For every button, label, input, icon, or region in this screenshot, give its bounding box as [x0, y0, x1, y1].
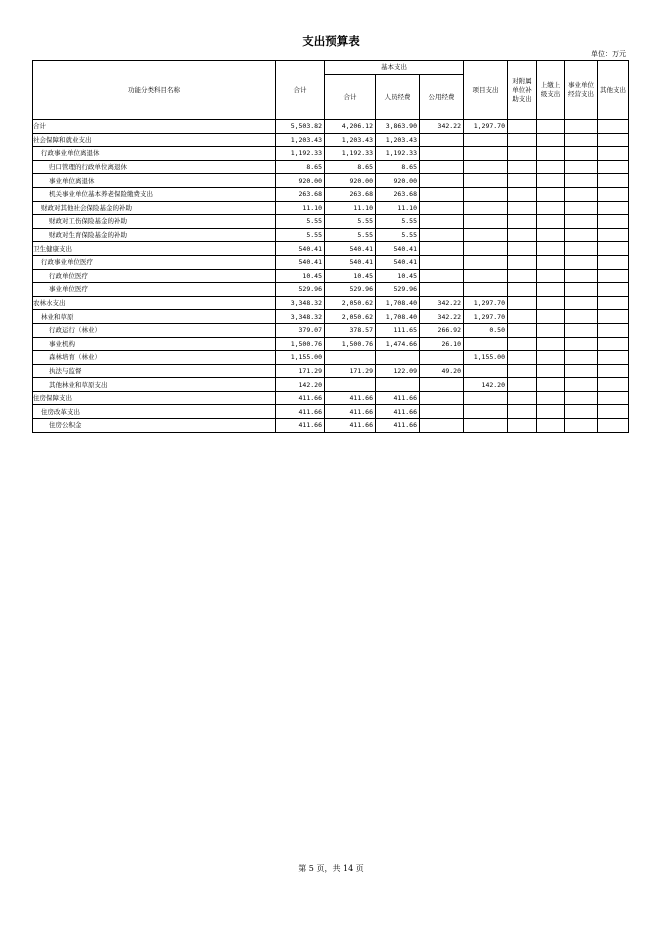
cell-empty	[537, 283, 565, 297]
cell-project	[464, 187, 508, 201]
cell-basic: 8.65	[325, 160, 376, 174]
cell-total: 10.45	[276, 269, 325, 283]
cell-empty	[537, 351, 565, 365]
cell-personnel: 1,708.40	[376, 296, 420, 310]
cell-total: 1,155.00	[276, 351, 325, 365]
cell-public: 49.20	[420, 364, 464, 378]
cell-empty	[598, 310, 629, 324]
cell-personnel: 263.68	[376, 187, 420, 201]
cell-empty	[508, 337, 537, 351]
row-name: 财政对工伤保险基金的补助	[33, 215, 276, 229]
row-name: 归口管理的行政单位离退休	[33, 160, 276, 174]
cell-empty	[565, 215, 598, 229]
cell-empty	[598, 296, 629, 310]
table-row	[33, 255, 629, 269]
cell-public	[420, 147, 464, 161]
cell-total: 1,192.33	[276, 147, 325, 161]
cell-empty	[598, 201, 629, 215]
cell-public: 266.92	[420, 323, 464, 337]
row-name: 事业单位离退休	[33, 174, 276, 188]
cell-empty	[537, 405, 565, 419]
cell-total: 411.66	[276, 405, 325, 419]
cell-project	[464, 160, 508, 174]
cell-project: 1,155.00	[464, 351, 508, 365]
cell-personnel: 1,708.40	[376, 310, 420, 324]
cell-public: 342.22	[420, 120, 464, 134]
row-name: 财政对其他社会保险基金的补助	[33, 201, 276, 215]
cell-public	[420, 405, 464, 419]
cell-empty	[565, 419, 598, 433]
cell-total: 1,203.43	[276, 133, 325, 147]
cell-empty	[598, 405, 629, 419]
cell-empty	[565, 147, 598, 161]
table-row	[33, 215, 629, 229]
table-row	[33, 283, 629, 297]
cell-public: 342.22	[420, 296, 464, 310]
header-other: 其他支出	[598, 61, 629, 120]
cell-basic: 171.29	[325, 364, 376, 378]
cell-empty	[537, 187, 565, 201]
cell-personnel: 8.65	[376, 160, 420, 174]
cell-basic: 11.10	[325, 201, 376, 215]
cell-public	[420, 133, 464, 147]
cell-empty	[598, 323, 629, 337]
cell-public	[420, 228, 464, 242]
row-name: 卫生健康支出	[33, 242, 276, 256]
cell-empty	[565, 174, 598, 188]
cell-empty	[598, 351, 629, 365]
cell-empty	[537, 269, 565, 283]
cell-empty	[598, 174, 629, 188]
header-basic-total: 合计	[325, 75, 376, 120]
cell-empty	[508, 323, 537, 337]
cell-total: 3,348.32	[276, 296, 325, 310]
cell-empty	[598, 391, 629, 405]
row-name: 行政单位医疗	[33, 269, 276, 283]
cell-empty	[508, 391, 537, 405]
cell-empty	[508, 201, 537, 215]
header-upper: 上缴上级支出	[537, 61, 565, 120]
cell-total: 5.55	[276, 228, 325, 242]
cell-personnel: 111.65	[376, 323, 420, 337]
cell-total: 379.07	[276, 323, 325, 337]
cell-empty	[537, 310, 565, 324]
cell-empty	[508, 228, 537, 242]
table-row	[33, 351, 629, 365]
cell-empty	[537, 242, 565, 256]
cell-empty	[598, 147, 629, 161]
cell-personnel: 3,863.90	[376, 120, 420, 134]
cell-personnel: 411.66	[376, 419, 420, 433]
cell-empty	[508, 296, 537, 310]
cell-empty	[598, 283, 629, 297]
cell-basic: 1,192.33	[325, 147, 376, 161]
cell-public	[420, 255, 464, 269]
cell-project: 1,297.70	[464, 296, 508, 310]
cell-empty	[537, 147, 565, 161]
row-name: 其他林业和草原支出	[33, 378, 276, 392]
cell-project	[464, 242, 508, 256]
cell-personnel: 5.55	[376, 215, 420, 229]
cell-project	[464, 405, 508, 419]
cell-basic: 378.57	[325, 323, 376, 337]
cell-public	[420, 187, 464, 201]
cell-basic: 529.96	[325, 283, 376, 297]
cell-empty	[508, 405, 537, 419]
table-row	[33, 160, 629, 174]
cell-project	[464, 174, 508, 188]
cell-public	[420, 351, 464, 365]
row-name: 社会保障和就业支出	[33, 133, 276, 147]
cell-project	[464, 419, 508, 433]
cell-empty	[598, 160, 629, 174]
cell-project	[464, 283, 508, 297]
cell-basic: 263.68	[325, 187, 376, 201]
cell-empty	[565, 323, 598, 337]
cell-empty	[598, 187, 629, 201]
cell-empty	[508, 215, 537, 229]
cell-empty	[565, 364, 598, 378]
cell-public	[420, 174, 464, 188]
cell-empty	[508, 133, 537, 147]
cell-personnel: 5.55	[376, 228, 420, 242]
cell-empty	[508, 187, 537, 201]
table-row	[33, 242, 629, 256]
cell-project: 0.50	[464, 323, 508, 337]
cell-empty	[508, 174, 537, 188]
cell-personnel	[376, 378, 420, 392]
cell-empty	[565, 133, 598, 147]
cell-public	[420, 242, 464, 256]
row-name: 财政对生育保险基金的补助	[33, 228, 276, 242]
cell-basic: 920.00	[325, 174, 376, 188]
row-name: 行政事业单位医疗	[33, 255, 276, 269]
cell-empty	[565, 310, 598, 324]
cell-empty	[565, 391, 598, 405]
cell-public	[420, 283, 464, 297]
table-row	[33, 310, 629, 324]
header-project: 项目支出	[464, 61, 508, 120]
cell-empty	[537, 296, 565, 310]
table-row	[33, 228, 629, 242]
cell-personnel: 1,203.43	[376, 133, 420, 147]
row-name: 事业机构	[33, 337, 276, 351]
cell-basic: 1,500.76	[325, 337, 376, 351]
cell-empty	[598, 364, 629, 378]
cell-basic: 2,050.62	[325, 296, 376, 310]
cell-personnel: 1,192.33	[376, 147, 420, 161]
table-row	[33, 405, 629, 419]
header-public: 公用经费	[420, 75, 464, 120]
cell-empty	[537, 215, 565, 229]
cell-empty	[537, 255, 565, 269]
row-name: 执法与监督	[33, 364, 276, 378]
cell-empty	[537, 364, 565, 378]
cell-empty	[508, 120, 537, 134]
cell-empty	[537, 391, 565, 405]
cell-basic: 411.66	[325, 419, 376, 433]
table-row	[33, 187, 629, 201]
cell-total: 5.55	[276, 215, 325, 229]
cell-empty	[598, 378, 629, 392]
row-name: 合计	[33, 120, 276, 134]
cell-empty	[565, 120, 598, 134]
cell-project	[464, 228, 508, 242]
row-name: 行政事业单位离退休	[33, 147, 276, 161]
cell-personnel: 1,474.66	[376, 337, 420, 351]
cell-empty	[537, 133, 565, 147]
cell-public	[420, 419, 464, 433]
cell-empty	[598, 255, 629, 269]
cell-project	[464, 215, 508, 229]
cell-project: 142.20	[464, 378, 508, 392]
cell-total: 8.65	[276, 160, 325, 174]
row-name: 事业单位医疗	[33, 283, 276, 297]
cell-empty	[508, 160, 537, 174]
cell-project	[464, 269, 508, 283]
table-row	[33, 391, 629, 405]
cell-empty	[508, 378, 537, 392]
cell-total: 540.41	[276, 242, 325, 256]
row-name: 住房公积金	[33, 419, 276, 433]
header-name: 功能分类科目名称	[33, 61, 276, 120]
cell-total: 540.41	[276, 255, 325, 269]
cell-personnel: 540.41	[376, 255, 420, 269]
cell-empty	[508, 351, 537, 365]
cell-basic: 5.55	[325, 215, 376, 229]
table-row	[33, 419, 629, 433]
cell-personnel	[376, 351, 420, 365]
cell-total: 5,503.82	[276, 120, 325, 134]
cell-total: 411.66	[276, 419, 325, 433]
cell-empty	[537, 160, 565, 174]
cell-total: 411.66	[276, 391, 325, 405]
cell-project	[464, 391, 508, 405]
cell-empty	[565, 201, 598, 215]
cell-empty	[598, 133, 629, 147]
cell-project	[464, 133, 508, 147]
cell-project	[464, 147, 508, 161]
cell-empty	[537, 228, 565, 242]
table-row	[33, 378, 629, 392]
cell-empty	[508, 242, 537, 256]
table-row	[33, 296, 629, 310]
cell-total: 171.29	[276, 364, 325, 378]
cell-total: 920.00	[276, 174, 325, 188]
cell-empty	[598, 269, 629, 283]
table-row	[33, 337, 629, 351]
row-name: 森林培育（林业）	[33, 351, 276, 365]
cell-project	[464, 255, 508, 269]
cell-empty	[537, 120, 565, 134]
cell-personnel: 540.41	[376, 242, 420, 256]
cell-personnel: 11.10	[376, 201, 420, 215]
cell-basic: 411.66	[325, 391, 376, 405]
cell-personnel: 122.09	[376, 364, 420, 378]
cell-empty	[598, 337, 629, 351]
cell-public	[420, 215, 464, 229]
row-name: 林业和草原	[33, 310, 276, 324]
table-row	[33, 133, 629, 147]
cell-empty	[598, 215, 629, 229]
cell-project: 1,297.70	[464, 120, 508, 134]
table-row	[33, 364, 629, 378]
cell-total: 142.20	[276, 378, 325, 392]
budget-table	[32, 60, 629, 433]
cell-basic: 2,050.62	[325, 310, 376, 324]
cell-empty	[565, 405, 598, 419]
header-personnel: 人员经费	[376, 75, 420, 120]
cell-basic: 540.41	[325, 255, 376, 269]
table-row	[33, 269, 629, 283]
table-row	[33, 323, 629, 337]
cell-public: 342.22	[420, 310, 464, 324]
cell-project	[464, 201, 508, 215]
header-business: 事业单位经营支出	[565, 61, 598, 120]
cell-personnel: 411.66	[376, 405, 420, 419]
cell-empty	[508, 269, 537, 283]
row-name: 农林水支出	[33, 296, 276, 310]
cell-empty	[508, 310, 537, 324]
row-name: 住房改革支出	[33, 405, 276, 419]
cell-empty	[508, 364, 537, 378]
table-row	[33, 174, 629, 188]
cell-basic: 5.55	[325, 228, 376, 242]
cell-personnel: 411.66	[376, 391, 420, 405]
cell-empty	[565, 228, 598, 242]
unit-label: 单位：万元	[591, 50, 626, 58]
cell-basic: 4,206.12	[325, 120, 376, 134]
header-basic: 基本支出	[325, 61, 464, 75]
cell-personnel: 10.45	[376, 269, 420, 283]
cell-empty	[565, 296, 598, 310]
cell-empty	[565, 283, 598, 297]
cell-empty	[508, 147, 537, 161]
table-body	[33, 120, 629, 433]
cell-project	[464, 364, 508, 378]
cell-basic: 10.45	[325, 269, 376, 283]
cell-total: 529.96	[276, 283, 325, 297]
cell-empty	[508, 283, 537, 297]
cell-empty	[598, 120, 629, 134]
table-row	[33, 120, 629, 134]
cell-total: 1,500.76	[276, 337, 325, 351]
cell-public	[420, 378, 464, 392]
cell-basic: 1,203.43	[325, 133, 376, 147]
cell-public	[420, 269, 464, 283]
cell-empty	[598, 228, 629, 242]
cell-public: 26.10	[420, 337, 464, 351]
cell-project: 1,297.70	[464, 310, 508, 324]
table-row	[33, 201, 629, 215]
header-subsidy: 对附属单位补助支出	[508, 61, 537, 120]
cell-empty	[565, 160, 598, 174]
cell-empty	[565, 269, 598, 283]
row-name: 住房保障支出	[33, 391, 276, 405]
cell-total: 11.10	[276, 201, 325, 215]
cell-total: 3,348.32	[276, 310, 325, 324]
cell-public	[420, 391, 464, 405]
page-footer: 第 5 页，共 14 页	[298, 864, 364, 873]
header-total: 合计	[276, 61, 325, 120]
cell-empty	[565, 351, 598, 365]
cell-empty	[565, 378, 598, 392]
cell-project	[464, 337, 508, 351]
cell-empty	[598, 242, 629, 256]
cell-empty	[537, 337, 565, 351]
cell-personnel: 529.96	[376, 283, 420, 297]
cell-basic: 540.41	[325, 242, 376, 256]
cell-empty	[537, 323, 565, 337]
cell-total: 263.68	[276, 187, 325, 201]
cell-empty	[537, 419, 565, 433]
cell-public	[420, 201, 464, 215]
cell-empty	[508, 419, 537, 433]
cell-empty	[565, 242, 598, 256]
row-name: 行政运行（林业）	[33, 323, 276, 337]
table-row	[33, 147, 629, 161]
cell-basic	[325, 378, 376, 392]
cell-empty	[508, 255, 537, 269]
cell-empty	[565, 337, 598, 351]
cell-empty	[537, 378, 565, 392]
cell-empty	[565, 255, 598, 269]
cell-empty	[565, 187, 598, 201]
cell-public	[420, 160, 464, 174]
row-name: 机关事业单位基本养老保险缴费支出	[33, 187, 276, 201]
cell-empty	[537, 174, 565, 188]
page-title: 支出预算表	[302, 34, 360, 48]
cell-basic: 411.66	[325, 405, 376, 419]
cell-empty	[598, 419, 629, 433]
cell-empty	[537, 201, 565, 215]
cell-basic	[325, 351, 376, 365]
cell-personnel: 920.00	[376, 174, 420, 188]
